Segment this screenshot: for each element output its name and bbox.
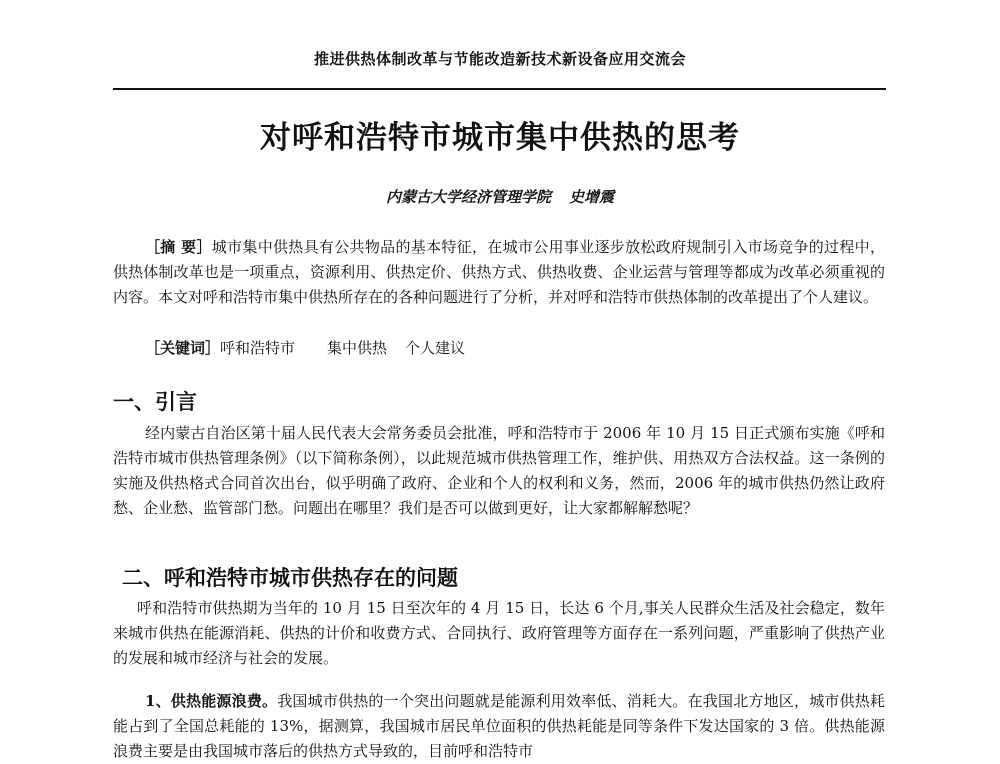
section-2-heading: 二、呼和浩特市城市供热存在的问题 [122,566,458,590]
keyword-2: 集中供热 [327,339,388,357]
keywords-label: ［关键词］ [145,339,221,357]
section-2-item-1 [113,689,885,764]
paper-title: 对呼和浩特市城市集中供热的思考 [260,120,740,156]
abstract-paragraph [113,235,885,310]
conference-header: 推进供热体制改革与节能改造新技术新设备应用交流会 [313,50,686,68]
author-name: 史增震 [569,188,615,206]
keyword-1: 呼和浩特市 [220,339,296,357]
section-1-paragraph: 经内蒙古自治区第十届人民代表大会常务委员会批准，呼和浩特市于 2006 年 10 月 15 日正式颁布实施《呼和浩特市城市供热管理条例》（以下简称条例），以此规范城市供热管理工作，维护供、用热双方合法权益。这一条例的实施及供热格式合同首次出台，似乎明确了政府、企业和个人的权利和义务，然而，2006 年的城市供热仍然让政府愁、企业愁、监管部门愁。问题出在哪里？我们是否可以做到更好，让大家都解解愁呢？ [113,424,885,517]
section-2-paragraph: 呼和浩特市供热期为当年的 10 月 15 日至次年的 4 月 15 日，长达 6 个月,事关人民群众生活及社会稳定，数年来城市供热在能源消耗、供热的计价和收费方式、合同执行、政府管理等方面存在一系列问题，严重影响了供热产业的发展和城市经济与社会的发展。 [113,599,885,667]
header-rule [113,88,886,90]
abstract-text: 城市集中供热具有公共物品的基本特征，在城市公用事业逐步放松政府规制引入市场竞争的过程中，供热体制改革也是一项重点，资源利用、供热定价、供热方式、供热收费、企业运营与管理等都成为改革必须重视的内容。本文对呼和浩特市集中供热所存在的各种问题进行了分析，并对呼和浩特市供热体制的改革提出了个人建议。 [113,238,885,306]
item-1-lead: 1、供热能源浪费。 [145,692,278,710]
section-1-heading: 一、引言 [113,390,197,414]
author-line [0,186,1000,207]
item-1-text: 我国城市供热的一个突出问题就是能源利用效率低、消耗大。在我国北方地区，城市供热耗能占到了全国总耗能的 13%，据测算，我国城市居民单位面积的供热耗能是同等条件下发达国家的 3 倍。供热能源浪费主要是由我国城市落后的供热方式导致的，目前呼和浩特市 [113,692,885,760]
keyword-3: 个人建议 [405,339,466,357]
affiliation: 内蒙古大学经济管理学院 [385,188,551,206]
abstract-label: ［摘 要］ [145,238,212,256]
keywords-line [113,336,885,361]
